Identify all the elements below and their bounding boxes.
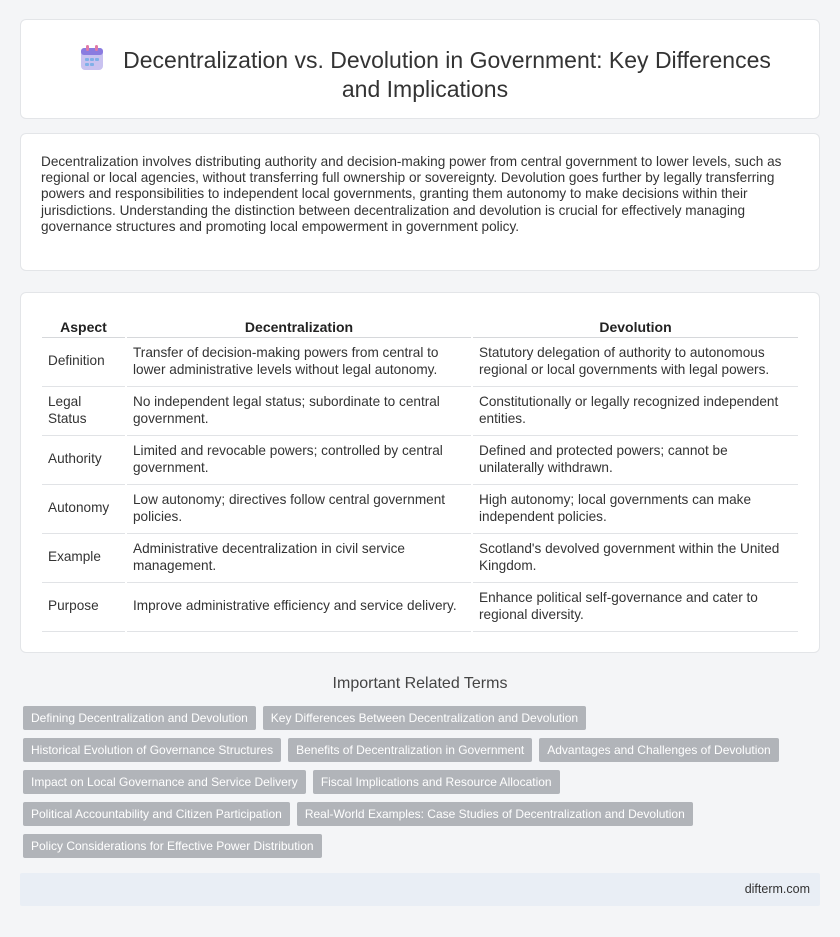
- table-row: [42, 337, 798, 386]
- related-term-tag[interactable]: Impact on Local Governance and Service Delivery: [23, 770, 306, 794]
- related-term-tag[interactable]: Advantages and Challenges of Devolution: [539, 738, 779, 762]
- calendar-icon: [79, 44, 105, 72]
- related-term-tag[interactable]: Benefits of Decentralization in Government: [288, 738, 532, 762]
- page-title-wrap: [61, 44, 789, 104]
- aspect-cell: Legal Status: [42, 386, 126, 435]
- related-terms-title: Important Related Terms: [332, 675, 508, 692]
- decentralization-cell: Limited and revocable powers; controlled by central government.: [126, 435, 472, 484]
- table-row: [42, 582, 798, 631]
- header-decentralization: Decentralization: [126, 315, 472, 337]
- devolution-cell: Scotland's devolved government within the United Kingdom.: [472, 533, 798, 582]
- related-term-tag[interactable]: Defining Decentralization and Devolution: [23, 706, 256, 730]
- decentralization-cell: Low autonomy; directives follow central government policies.: [126, 484, 472, 533]
- page-title: Decentralization vs. Devolution in Government: Key Differences and Implications: [123, 47, 771, 102]
- devolution-cell: Defined and protected powers; cannot be unilaterally withdrawn.: [472, 435, 798, 484]
- comparison-table: [42, 315, 798, 632]
- table-row: [42, 533, 798, 582]
- aspect-cell: Authority: [42, 435, 126, 484]
- footer-site-link[interactable]: difterm.com: [744, 882, 810, 896]
- aspect-cell: Autonomy: [42, 484, 126, 533]
- decentralization-cell: No independent legal status; subordinate to central government.: [126, 386, 472, 435]
- related-term-tag[interactable]: Real-World Examples: Case Studies of Decentralization and Devolution: [297, 802, 693, 826]
- table-row: [42, 484, 798, 533]
- decentralization-cell: Improve administrative efficiency and service delivery.: [126, 582, 472, 631]
- related-term-tag[interactable]: Fiscal Implications and Resource Allocation: [313, 770, 560, 794]
- related-term-tag[interactable]: Political Accountability and Citizen Participation: [23, 802, 290, 826]
- aspect-cell: Purpose: [42, 582, 126, 631]
- table-row: [42, 435, 798, 484]
- aspect-cell: Definition: [42, 337, 126, 386]
- intro-card: [20, 133, 820, 271]
- decentralization-cell: Administrative decentralization in civil service management.: [126, 533, 472, 582]
- related-term-tag[interactable]: Key Differences Between Decentralization and Devolution: [263, 706, 586, 730]
- table-header-row: [42, 315, 798, 337]
- header-aspect: Aspect: [42, 315, 126, 337]
- header-devolution: Devolution: [472, 315, 798, 337]
- comparison-card: [20, 292, 820, 653]
- decentralization-cell: Transfer of decision-making powers from central to lower administrative levels without legal autonomy.: [126, 337, 472, 386]
- footer: [20, 873, 820, 906]
- intro-paragraph: Decentralization involves distributing authority and decision-making power from central government to lower levels, such as regional or local agencies, without transferring full ownership or sovereignty. Devolution goes further by legally transferring powers and responsibilities to independent local governments, granting them autonomy to make decisions within their jurisdictions. Understanding the distinction between decentralization and devolution is crucial for effectively managing governance structures and promoting local empowerment in government policy.: [41, 154, 782, 234]
- table-row: [42, 386, 798, 435]
- devolution-cell: Constitutionally or legally recognized independent entities.: [472, 386, 798, 435]
- related-term-tag[interactable]: Historical Evolution of Governance Structures: [23, 738, 281, 762]
- devolution-cell: Enhance political self-governance and cater to regional diversity.: [472, 582, 798, 631]
- related-terms-list: [23, 706, 813, 866]
- devolution-cell: Statutory delegation of authority to autonomous regional or local governments with legal powers.: [472, 337, 798, 386]
- aspect-cell: Example: [42, 533, 126, 582]
- devolution-cell: High autonomy; local governments can make independent policies.: [472, 484, 798, 533]
- related-term-tag[interactable]: Policy Considerations for Effective Power Distribution: [23, 834, 322, 858]
- header-card: [20, 19, 820, 119]
